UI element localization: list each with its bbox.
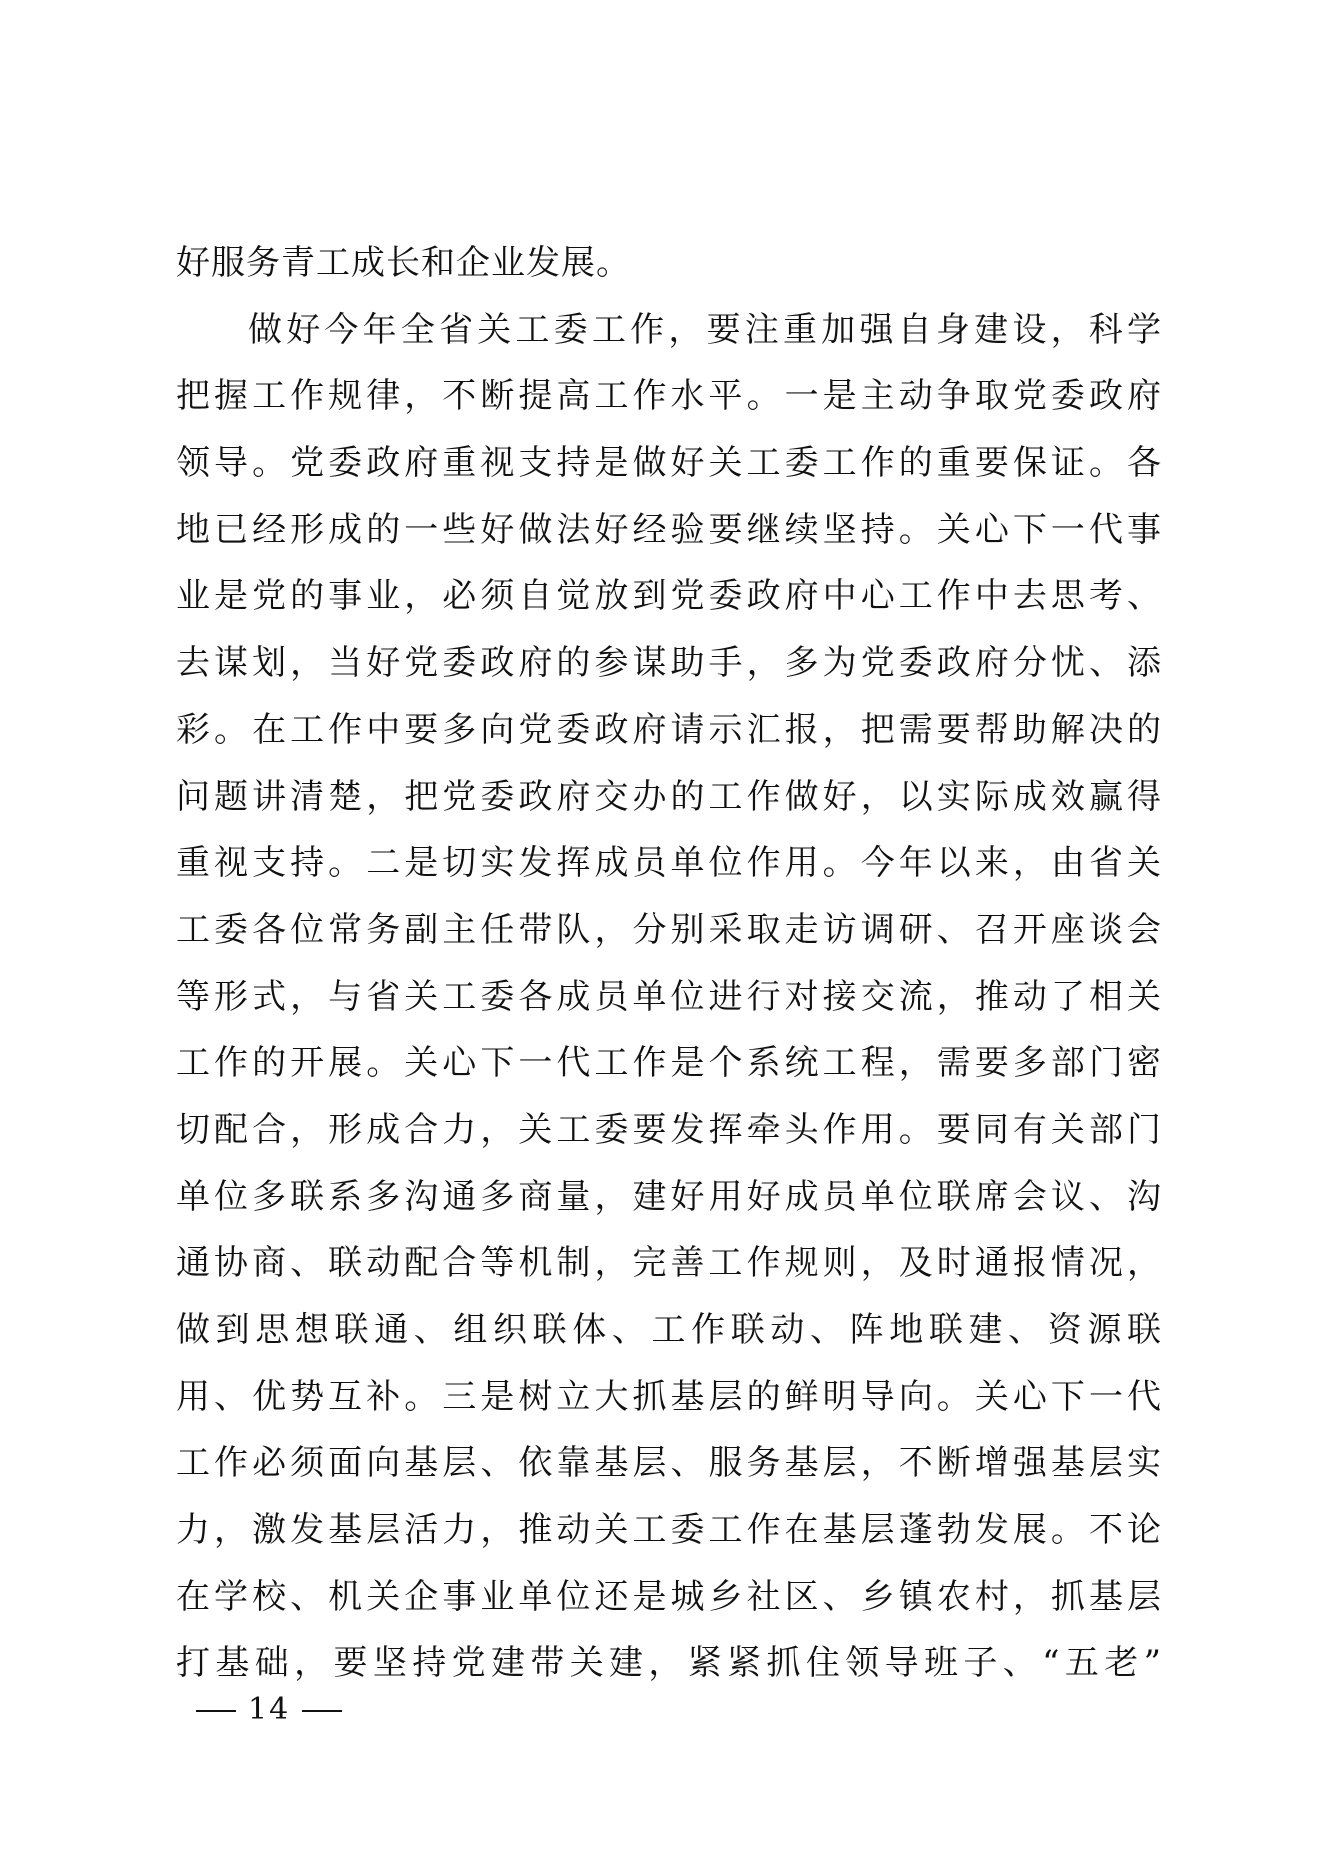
text-line: 做到思想联通、组织联体、工作联动、阵地联建、资源联	[176, 1310, 1162, 1350]
dash-right	[302, 1710, 342, 1712]
text-line: 工委各位常务副主任带队，分别采取走访调研、召开座谈会	[176, 909, 1162, 950]
text-line: 业是党的事业，必须自觉放到党委政府中心工作中去思考、	[176, 576, 1162, 617]
text-line: 去谋划，当好党委政府的参谋助手，多为党委政府分忧、添	[176, 643, 1162, 684]
text-line: 工作必须面向基层、依靠基层、服务基层，不断增强基层实	[176, 1443, 1162, 1484]
text-line: 等形式，与省关工委各成员单位进行对接交流，推动了相关	[176, 976, 1162, 1017]
text-line: 工作的开展。关心下一代工作是个系统工程，需要多部门密	[176, 1043, 1162, 1084]
text-line: 单位多联系多沟通多商量，建好用好成员单位联席会议、沟	[176, 1176, 1162, 1217]
text-line: 通协商、联动配合等机制，完善工作规则，及时通报情况，	[176, 1243, 1162, 1284]
text-line: 打基础，要坚持党建带关建，紧紧抓住领导班子、“五老”	[176, 1643, 1162, 1684]
text-line: 力，激发基层活力，推动关工委工作在基层蓬勃发展。不论	[176, 1510, 1162, 1551]
text-line: 问题讲清楚，把党委政府交办的工作做好，以实际成效赢得	[176, 776, 1162, 817]
page-number: 14	[248, 1692, 291, 1727]
text-line: 领导。党委政府重视支持是做好关工委工作的重要保证。各	[176, 443, 1162, 484]
text-line: 切配合，形成合力，关工委要发挥牵头作用。要同有关部门	[176, 1109, 1162, 1150]
body-text	[176, 230, 1162, 1697]
text-line: 重视支持。二是切实发挥成员单位作用。今年以来，由省关	[176, 843, 1162, 884]
text-line: 把握工作规律，不断提高工作水平。一是主动争取党委政府	[176, 376, 1162, 417]
text-line: 用、优势互补。三是树立大抓基层的鲜明导向。关心下一代	[176, 1376, 1162, 1417]
text-line: 地已经形成的一些好做法好经验要继续坚持。关心下一代事	[176, 509, 1162, 550]
dash-left	[196, 1710, 236, 1712]
text-line: 做好今年全省关工委工作，要注重加强自身建设，科学	[248, 309, 1162, 350]
text-line: 好服务青工成长和企业发展。	[176, 243, 631, 283]
text-line: 在学校、机关企事业单位还是城乡社区、乡镇农村，抓基层	[176, 1576, 1162, 1617]
text-line: 彩。在工作中要多向党委政府请示汇报，把需要帮助解决的	[176, 709, 1162, 750]
page-footer	[184, 1690, 354, 1730]
